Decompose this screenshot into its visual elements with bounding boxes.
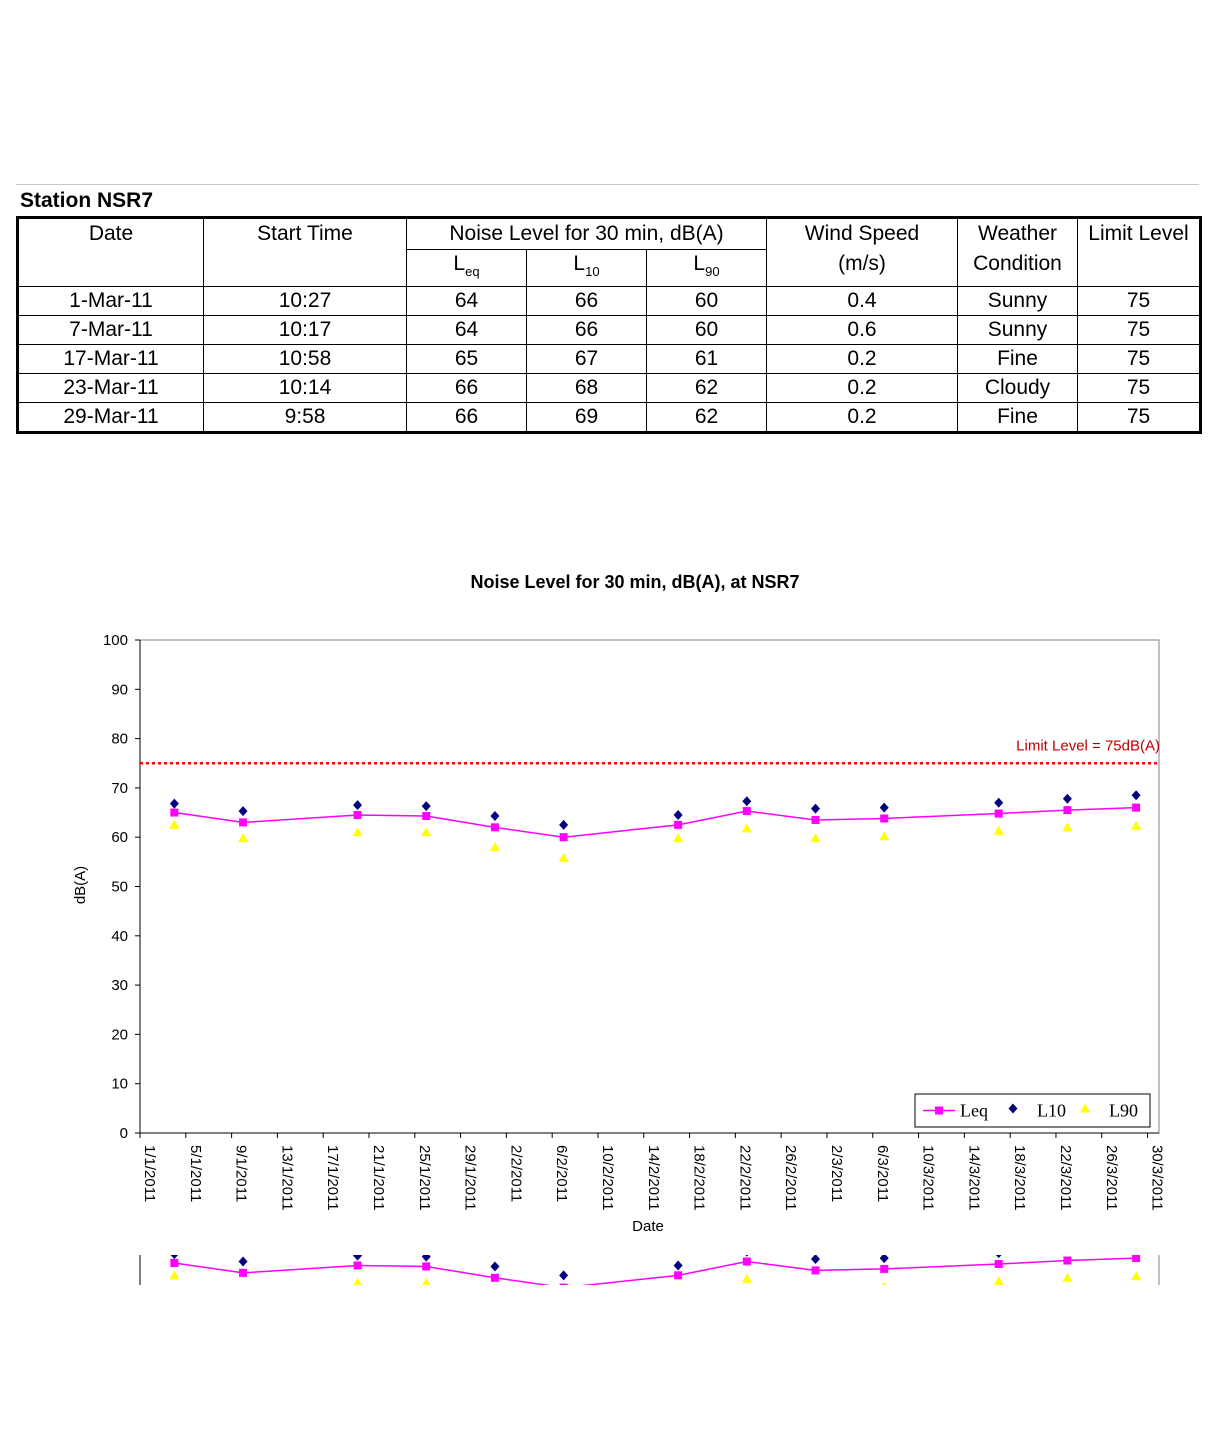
x-tick-label: 6/2/2011: [553, 1145, 571, 1203]
cell-leq: 64: [407, 316, 527, 345]
cell-wind: 0.6: [767, 316, 958, 345]
x-tick-label: 14/3/2011: [965, 1145, 983, 1211]
cell-weather: Fine: [958, 345, 1078, 374]
strip-l10-point: [353, 1251, 362, 1261]
l10-point: [422, 801, 431, 811]
l90-point: [353, 827, 363, 836]
x-tick-label: 22/3/2011: [1056, 1145, 1074, 1211]
l90-point: [559, 853, 569, 862]
cell-limit: 75: [1078, 287, 1201, 316]
cell-wind: 0.2: [767, 374, 958, 403]
cell-leq: 66: [407, 403, 527, 433]
strip-content: [135, 1241, 1159, 1313]
y-tick-label: 10: [111, 1075, 128, 1093]
cell-l90: 62: [647, 374, 767, 403]
l10-point: [490, 811, 499, 821]
leq-point: [239, 818, 247, 826]
x-tick-label: 10/3/2011: [919, 1145, 937, 1211]
cell-limit: 75: [1078, 403, 1201, 433]
strip-l90-point: [673, 1284, 683, 1293]
leq-main: L: [453, 252, 466, 275]
x-tick-label: 17/1/2011: [324, 1145, 342, 1211]
strip-l10-point: [674, 1260, 683, 1270]
x-tick-label: 10/2/2011: [598, 1145, 616, 1211]
x-tick-label: 14/2/2011: [644, 1145, 662, 1211]
cell-date: 7-Mar-11: [18, 316, 204, 345]
cell-date: 1-Mar-11: [18, 287, 204, 316]
y-tick-label: 30: [111, 977, 128, 995]
x-tick-label: 6/3/2011: [873, 1145, 891, 1203]
legend: [915, 1094, 1150, 1127]
x-tick-label: 9/1/2011: [232, 1145, 250, 1203]
y-tick-label: 70: [111, 779, 128, 797]
x-tick-label: 2/2/2011: [507, 1145, 525, 1203]
l10-point: [994, 798, 1003, 808]
l10-point: [1132, 790, 1141, 800]
limit-line-label: Limit Level = 75dB(A): [1016, 737, 1160, 755]
strip-l10-point: [490, 1261, 499, 1271]
x-tick-label: 22/2/2011: [736, 1145, 754, 1211]
l10-main: L: [573, 252, 586, 275]
l90-point: [673, 833, 683, 842]
legend-l90-label: L90: [1109, 1100, 1138, 1121]
header-noise-level: Noise Level for 30 min, dB(A): [407, 218, 767, 250]
x-axis-label: Date: [632, 1218, 664, 1235]
strip-l10-point: [559, 1270, 568, 1280]
cell-leq: 66: [407, 374, 527, 403]
x-tick-label: 25/1/2011: [415, 1145, 433, 1211]
strip-leq-point: [239, 1269, 247, 1277]
l90-point: [169, 820, 179, 829]
x-tick-label: 30/3/2011: [1148, 1145, 1166, 1211]
weather-header-line1: Weather: [978, 222, 1057, 245]
y-axis-label: dB(A): [72, 865, 89, 905]
strip-l90-point: [742, 1274, 752, 1283]
y-tick-label: 20: [111, 1026, 128, 1044]
strip-l10-point: [880, 1253, 889, 1263]
l90-main: L: [693, 252, 706, 275]
legend-l10-label: L10: [1037, 1100, 1066, 1121]
strip-l10-point: [742, 1247, 751, 1257]
leq-sub: eq: [465, 264, 480, 279]
strip-l10-point: [1063, 1244, 1072, 1254]
series-l90: [169, 820, 1141, 862]
leq-point: [491, 823, 499, 831]
cell-time: 10:14: [204, 374, 407, 403]
leq-point: [995, 810, 1003, 818]
cell-l10: 66: [527, 316, 647, 345]
strip-l90-point: [169, 1270, 179, 1279]
y-tick-label: 0: [119, 1125, 128, 1142]
cell-weather: Cloudy: [958, 374, 1078, 403]
chart-title: Noise Level for 30 min, dB(A), at NSR7: [470, 572, 800, 592]
cell-wind: 0.2: [767, 345, 958, 374]
cell-wind: 0.2: [767, 403, 958, 433]
header-limit-level: Limit Level: [1078, 218, 1201, 287]
l90-point: [1062, 822, 1072, 831]
cell-l10: 66: [527, 287, 647, 316]
x-tick-label: 1/1/2011: [141, 1145, 158, 1203]
strip-leq-point: [995, 1260, 1003, 1268]
strip-l90-point: [879, 1282, 889, 1291]
y-tick-label: 60: [111, 829, 128, 847]
cell-l90: 60: [647, 316, 767, 345]
leq-point: [880, 814, 888, 822]
strip-leq-point: [674, 1271, 682, 1279]
strip-l10-point: [994, 1248, 1003, 1258]
cell-date: 29-Mar-11: [18, 403, 204, 433]
l90-point: [490, 842, 500, 851]
cell-date: 17-Mar-11: [18, 345, 204, 374]
leq-point: [1063, 806, 1071, 814]
chart-fragment-strip: [135, 1241, 1159, 1313]
leq-point: [743, 807, 751, 815]
legend-leq-label: Leq: [960, 1100, 988, 1121]
plot-frame: [140, 640, 1159, 1133]
strip-leq-point: [1063, 1257, 1071, 1265]
y-tick-label: 90: [111, 681, 128, 699]
x-tick-label: 26/3/2011: [1102, 1145, 1120, 1211]
l10-point: [811, 804, 820, 814]
cell-time: 9:58: [204, 403, 407, 433]
legend-leq-marker: [935, 1107, 943, 1115]
strip-leq-point: [422, 1262, 430, 1270]
x-tick-label: 29/1/2011: [461, 1145, 479, 1211]
strip-leq-point: [880, 1265, 888, 1273]
series-layer: [169, 790, 1141, 862]
strip-l10-point: [170, 1249, 179, 1259]
x-tick-label: 18/2/2011: [690, 1145, 708, 1211]
x-tick-label: 18/3/2011: [1011, 1145, 1029, 1211]
wind-header-line1: Wind Speed: [804, 222, 920, 245]
strip-leq-point: [491, 1274, 499, 1282]
cell-limit: 75: [1078, 345, 1201, 374]
cell-l10: 68: [527, 374, 647, 403]
series-leq: [170, 804, 1140, 842]
l10-point: [1063, 794, 1072, 804]
cell-l10: 69: [527, 403, 647, 433]
leq-point: [560, 833, 568, 841]
y-axis: [103, 632, 140, 1142]
strip-l90-point: [490, 1293, 500, 1302]
strip-l90-point: [1131, 1271, 1141, 1280]
limit-line-layer: [140, 737, 1160, 763]
x-tick-label: 13/1/2011: [278, 1145, 296, 1211]
l90-point: [994, 826, 1004, 835]
cell-l90: 62: [647, 403, 767, 433]
y-tick-label: 40: [111, 927, 128, 945]
strip-l90-point: [353, 1278, 363, 1287]
l90-point: [421, 827, 431, 836]
cell-leq: 65: [407, 345, 527, 374]
station-title: Station NSR7: [20, 189, 154, 212]
l90-point: [238, 833, 248, 842]
weather-header-line2: Condition: [973, 252, 1062, 275]
l10-point: [674, 810, 683, 820]
cell-time: 10:27: [204, 287, 407, 316]
leq-point: [812, 816, 820, 824]
cell-l10: 67: [527, 345, 647, 374]
header-date: Date: [18, 218, 204, 287]
l90-sub: 90: [705, 264, 720, 279]
l10-point: [170, 799, 179, 809]
plot-area: [140, 640, 1159, 1133]
strip-leq-point: [743, 1258, 751, 1266]
leq-point: [1132, 804, 1140, 812]
strip-leq-point: [812, 1266, 820, 1274]
strip-leq-point: [560, 1284, 568, 1292]
y-tick-label: 80: [111, 730, 128, 748]
cell-time: 10:58: [204, 345, 407, 374]
strip-l10-point: [422, 1252, 431, 1262]
cell-leq: 64: [407, 287, 527, 316]
l90-point: [811, 833, 821, 842]
cell-weather: Sunny: [958, 287, 1078, 316]
leq-point: [674, 821, 682, 829]
strip-leq-point: [170, 1259, 178, 1267]
strip-leq-point: [1132, 1254, 1140, 1262]
cell-l90: 61: [647, 345, 767, 374]
leq-point: [354, 811, 362, 819]
l10-point: [239, 806, 248, 816]
l10-point: [353, 800, 362, 810]
strip-l90-point: [994, 1276, 1004, 1285]
l10-point: [880, 803, 889, 813]
y-tick-label: 50: [111, 878, 128, 896]
l90-point: [879, 831, 889, 840]
x-axis: [140, 1133, 1166, 1211]
cell-weather: Sunny: [958, 316, 1078, 345]
cell-limit: 75: [1078, 316, 1201, 345]
strip-l90-point: [421, 1278, 431, 1287]
strip-leq-line: [174, 1258, 1136, 1288]
strip-l90-point: [1062, 1273, 1072, 1282]
x-tick-label: 26/2/2011: [782, 1145, 800, 1211]
strip-l10-point: [811, 1254, 820, 1264]
strip-l90-point: [811, 1284, 821, 1293]
leq-line: [174, 808, 1136, 838]
y-tick-label: 100: [102, 632, 128, 649]
cell-limit: 75: [1078, 374, 1201, 403]
strip-l10-point: [239, 1257, 248, 1267]
cell-time: 10:17: [204, 316, 407, 345]
l10-point: [559, 820, 568, 830]
x-tick-label: 21/1/2011: [369, 1145, 387, 1211]
l90-point: [742, 823, 752, 832]
leq-point: [422, 812, 430, 820]
strip-leq-point: [354, 1261, 362, 1269]
wind-header-line2: (m/s): [838, 252, 886, 275]
strip-l90-point: [559, 1303, 569, 1312]
cell-date: 23-Mar-11: [18, 374, 204, 403]
x-tick-label: 5/1/2011: [186, 1145, 204, 1203]
l10-point: [742, 796, 751, 806]
x-tick-label: 2/3/2011: [827, 1145, 845, 1203]
cell-l90: 60: [647, 287, 767, 316]
l90-point: [1131, 821, 1141, 830]
leq-point: [170, 809, 178, 817]
strip-l90-point: [238, 1284, 248, 1293]
cell-weather: Fine: [958, 403, 1078, 433]
header-start-time: Start Time: [204, 218, 407, 287]
l10-sub: 10: [585, 264, 600, 279]
cell-wind: 0.4: [767, 287, 958, 316]
strip-l10-point: [1132, 1241, 1141, 1251]
